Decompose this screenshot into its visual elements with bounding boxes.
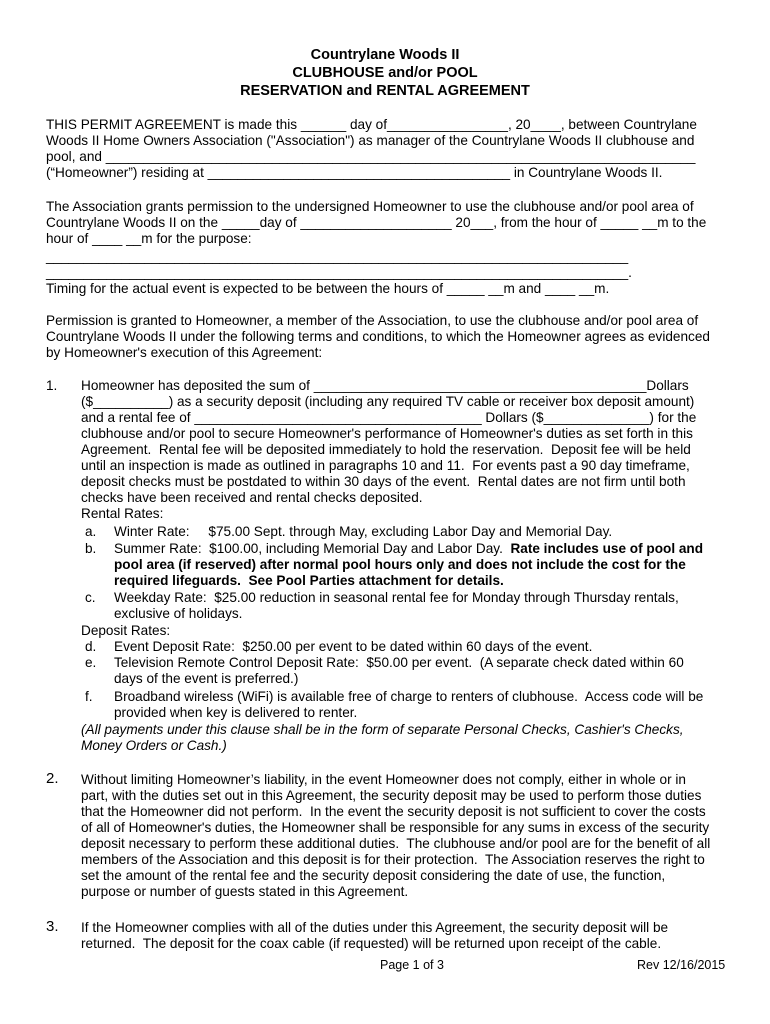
text-line: Countrylane Woods II under the following terms and conditions, to which the Homeowner agrees as evidenced	[46, 329, 710, 344]
item-letter: a.	[85, 524, 97, 539]
item-letter: c.	[85, 590, 96, 605]
bold-text: required lifeguards. See Pool Parties attachment for details.	[114, 573, 504, 588]
text-line: exclusive of holidays.	[114, 606, 243, 621]
revision-date: Rev 12/16/2015	[637, 958, 726, 972]
page-number: Page 1 of 3	[380, 958, 444, 972]
tv-remote-deposit-item: Television Remote Control Deposit Rate: $50.00 per event. (A separate check dated within 60	[114, 655, 684, 670]
section-number: 2.	[46, 770, 59, 787]
text-line: Without limiting Homeowner’s liability, in the event Homeowner does not comply, either in whole or in	[81, 772, 686, 787]
blank-line: _____________________________________________________________________________.	[46, 265, 632, 280]
doc-title-line3: RESERVATION and RENTAL AGREEMENT	[240, 83, 530, 99]
item-letter: d.	[85, 639, 97, 654]
wifi-item: Broadband wireless (WiFi) is available free of charge to renters of clubhouse. Access code will be	[114, 689, 704, 704]
text-line: Countrylane Woods II on the _____day of ____________________ 20___, from the hour of _____ __m to the	[46, 215, 707, 230]
text-line: checks have been received and rental checks deposited.	[81, 490, 423, 505]
text-line: deposit necessary to perform these additional duties. The clubhouse and/or pool are for the benefit of all	[81, 836, 711, 851]
payment-note: (All payments under this clause shall be in the form of separate Personal Checks, Cashier's Checks,	[81, 722, 684, 737]
text-line: ($__________) as a security deposit (including any required TV cable or receiver box deposit amount)	[81, 394, 695, 409]
summer-rate-bold: Rate includes use of pool and	[510, 541, 704, 556]
blank-line: _____________________________________________________________________________	[46, 249, 629, 264]
summer-rate-bold-line	[114, 573, 504, 589]
event-deposit-item: Event Deposit Rate: $250.00 per event to be dated within 60 days of the event.	[114, 639, 593, 654]
text-line: that the Homeowner did not perform. In the event the security deposit is not sufficient to cover the costs	[81, 804, 706, 819]
doc-title-line2: CLUBHOUSE and/or POOL	[292, 65, 478, 81]
summer-rate-bold-line	[114, 557, 686, 573]
text-line: THIS PERMIT AGREEMENT is made this ______ day of________________, 20____, between Countrylane	[46, 117, 697, 132]
payment-note: Money Orders or Cash.)	[81, 738, 227, 753]
text-line: members of the Association and this deposit is for their protection. The Association reserves the right to	[81, 852, 705, 867]
text-line: If the Homeowner complies with all of the duties under this Agreement, the security deposit will be	[81, 920, 669, 935]
text-line: deposit checks must be postdated to within 30 days of the event. Rental dates are not firm until both	[81, 474, 686, 489]
section-number: 1.	[46, 378, 58, 393]
rental-rates-heading: Rental Rates:	[81, 506, 164, 521]
text-line: and a rental fee of ______________________________________ Dollars ($______________) for the	[81, 410, 697, 425]
text-line: Woods II Home Owners Association ("Association") as manager of the Countrylane Woods II clubhouse and	[46, 133, 695, 148]
text-line: clubhouse and/or pool to secure Homeowner's performance of Homeowner's duties as set forth in this	[81, 426, 693, 441]
weekday-rate-item: Weekday Rate: $25.00 reduction in seasonal rental fee for Monday through Thursday rentals,	[114, 590, 679, 605]
item-letter: e.	[85, 655, 97, 670]
section-number: 3.	[46, 918, 59, 935]
deposit-rates-heading: Deposit Rates:	[81, 623, 171, 638]
doc-title-line1: Countrylane Woods II	[310, 47, 460, 63]
text-line: Timing for the actual event is expected to be between the hours of _____ __m and ____ __m.	[46, 281, 610, 296]
text-line: set the amount of the rental fee and the security deposit considering the date of use, the function,	[81, 868, 666, 883]
winter-rate-item: Winter Rate: $75.00 Sept. through May, excluding Labor Day and Memorial Day.	[114, 524, 613, 539]
text-line: by Homeowner's execution of this Agreement:	[46, 345, 323, 360]
text-line: The Association grants permission to the undersigned Homeowner to use the clubhouse and/or pool area of	[46, 199, 694, 214]
text-line: Agreement. Rental fee will be deposited immediately to hold the reservation. Deposit fee will be held	[81, 442, 691, 457]
text-line: part, with the duties set out in this Agreement, the security deposit may be used to perform those duties	[81, 788, 702, 803]
text-line: Homeowner has deposited the sum of ____________________________________________Dollars	[81, 378, 689, 393]
text-line: Permission is granted to Homeowner, a member of the Association, to use the clubhouse and/or pool area of	[46, 313, 699, 328]
text-line: of all of Homeowner's duties, the Homeowner shall be responsible for any sums in excess of the security	[81, 820, 710, 835]
item-letter: f.	[85, 689, 93, 704]
summer-rate-item	[114, 541, 703, 557]
text-line: pool, and ______________________________________________________________________________	[46, 149, 696, 164]
text-line: days of the event is preferred.)	[114, 671, 299, 686]
text-line: (“Homeowner”) residing at ________________________________________ in Countrylane Woods II.	[46, 165, 663, 180]
bold-text: pool area (if reserved) after normal pool hours only and does not include the cost for the	[114, 557, 686, 572]
text-line: hour of ____ __m for the purpose:	[46, 231, 252, 246]
text-line: purpose or number of guests stated in this Agreement.	[81, 884, 409, 899]
text-line: provided when key is delivered to renter.	[114, 705, 358, 720]
item-letter: b.	[85, 541, 97, 556]
summer-rate-text: Summer Rate: $100.00, including Memorial Day and Labor Day.	[114, 541, 511, 556]
text-line: until an inspection is made as outlined in paragraphs 10 and 11. For events past a 90 day timeframe,	[81, 458, 690, 473]
text-line: returned. The deposit for the coax cable (if requested) will be returned upon receipt of the cable.	[81, 936, 662, 951]
